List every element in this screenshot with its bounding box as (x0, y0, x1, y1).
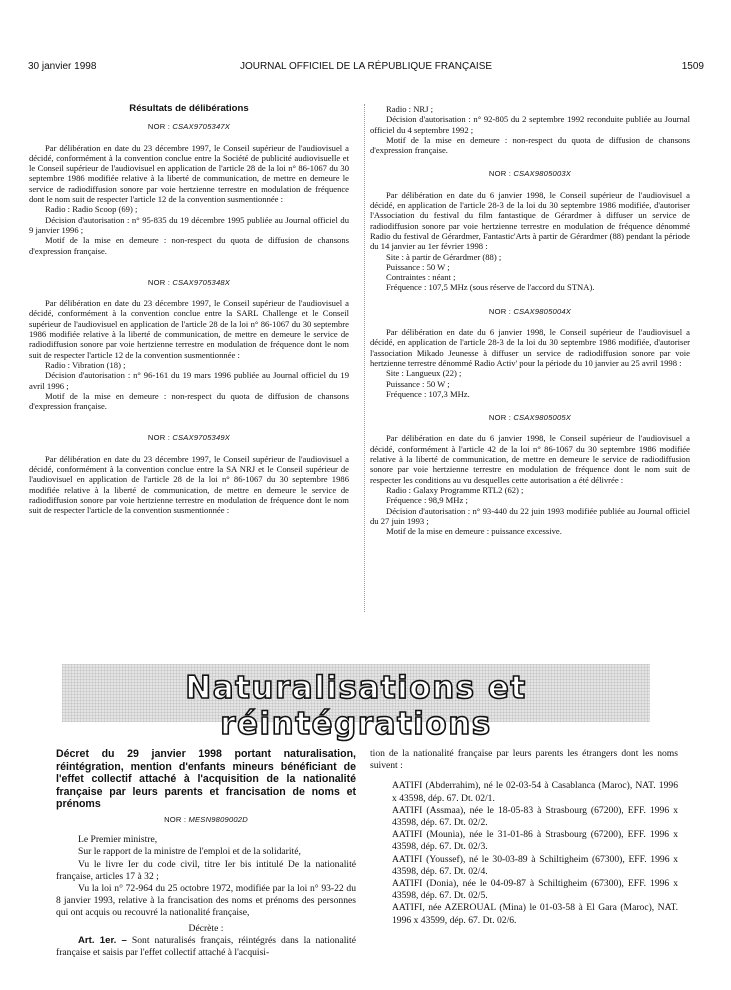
motif-line: Motif de la mise en demeure : non-respect du quota de diffusion de chansons d'expression française. (29, 390, 349, 412)
decree-line: Sur le rapport de la ministre de l'emploi et de la solidarité, (78, 846, 301, 858)
list-item: AATIFI, née AZEROUAL (Mina) le 01-03-58 à El Gara (Maroc), NAT. 1996 x 43599, dép. 67. Dt. 02/6. (392, 902, 678, 926)
list-intro: tion de la nationalité française par leurs parents les étrangers dont les noms suivent : (370, 748, 678, 772)
frequency-line: Fréquence : 98,9 MHz ; (386, 495, 468, 506)
deliberation-text: Par délibération en date du 6 janvier 1998, le Conseil supérieur de l'audiovisuel a décidé, conformément à l'article 42 de la loi n° 86-1067 du 30 septembre 1986 modifiée relative à la liberté de communication, de mettre en demeure le service de radiodiffusion sonore par voie hertzienne terrestre en modulation de fréquence dont le nom suit de respecter les conditions au vu desquelles cette autorisation a été délivrée : (370, 433, 690, 485)
decree-line: Le Premier ministre, (78, 834, 158, 846)
naturalisation-list (370, 748, 678, 927)
banner-title: Naturalisations et réintégrations (185, 670, 527, 742)
section-banner (62, 664, 650, 742)
deliberation-text: Par délibération en date du 23 décembre 1997, le Conseil supérieur de l'audiovisuel a décidé, conformément à la convention conclue entre la SA NRJ et le Conseil supérieur de l'audiovisuel en application de l'article 28 de la loi n° 86-1067 du 30 septembre 1986 modifiée relative à la liberté de communication, de mettre en demeure le service de radiodiffusion sonore par voie hertzienne terrestre en modulation de fréquence dont le nom suit de respecter l'article de la convention susmentionnée : (29, 453, 349, 516)
section-title: Résultats de délibérations (129, 103, 249, 114)
frequency-line: Fréquence : 107,5 MHz (sous réserve de l'accord du STNA). (386, 282, 595, 293)
deliberation-text: Par délibération en date du 6 janvier 1998, le Conseil supérieur de l'audiovisuel a décidé, en application de l'article 28-3 de la loi du 30 septembre 1986 modifiée, d'autoriser l'Association du festival du film fantastique de Gérardmer à diffuser un service de radiodiffusion sonore par voie hertzienne terrestre en modulation de fréquence dénommé Radio du festival de Gérardmer, Fantastic'Arts à partir de Gérardmer (88) pendant la période du 14 janvier au 1er février 1998 : (370, 189, 690, 252)
list-item: AATIFI (Mounia), née le 31-01-86 à Strasbourg (67200), EFF. 1996 x 43598, dép. 67. Dt. 02/3. (392, 829, 678, 853)
radio-line: Radio : NRJ ; (386, 104, 434, 114)
decree-line: Vu le livre Ier du code civil, titre Ier bis intitulé De la nationalité française, articles 17 à 32 ; (56, 858, 356, 882)
decree-column (56, 748, 356, 959)
header-page-number: 1509 (681, 61, 704, 72)
column-divider (364, 104, 365, 612)
motif-line: Motif de la mise en demeure : non-respect du quota de diffusion de chansons d'expression française. (29, 235, 349, 256)
header-date: 30 janvier 1998 (28, 61, 97, 72)
list-item: AATIFI (Assmaa), née le 18-05-83 à Strasbourg (67200), EFF. 1996 x 43598, dép. 67. Dt. 02/2. (392, 804, 678, 829)
list-item: AATIFI (Abderrahim), né le 02-03-54 à Casablanca (Maroc), NAT. 1996 x 43598, dép. 67. Dt. 02/1. (392, 780, 678, 804)
decree-title: Décret du 29 janvier 1998 portant naturalisation, réintégration, mention d'enfants mineurs bénéficiant de l'effet collectif attaché à l'acquisition de la nationalité française par leurs parents et francisation de noms et prénoms (56, 748, 356, 811)
site-line: Site : à partir de Gérardmer (88) ; (386, 251, 502, 262)
radio-line: Radio : Galaxy Programme RTL2 (62) ; (386, 484, 524, 495)
nor-reference: NOR : CSAX9805003X (488, 169, 572, 179)
list-item: AATIFI (Youssef), né le 30-03-89 à Schiltigheim (67300), EFF. 1996 x 43598, dép. 67. Dt. 02/4. (392, 853, 678, 877)
article-one: Art. 1er. – Sont naturalisés français, réintégrés dans la nationalité française et saisis par l'effet collectif attaché à l'acquisi- (56, 934, 356, 958)
frequency-line: Fréquence : 107,3 MHz. (386, 388, 470, 399)
decision-line: Décision d'autorisation : n° 92-805 du 2 septembre 1992 reconduite publiée au Journal officiel du 4 septembre 1992 ; (370, 114, 690, 135)
entries-container (370, 780, 678, 926)
decision-line: Décision d'autorisation : n° 93-440 du 22 juin 1993 modifiée publiée au Journal officiel du 27 juin 1993 ; (370, 505, 690, 526)
list-item: AATIFI (Donia), née le 04-09-87 à Schiltigheim (67300), EFF. 1996 x 43598, dép. 67. Dt. 02/5. (392, 878, 678, 902)
site-line: Site : Langueux (22) ; (386, 368, 462, 379)
nor-reference: NOR : CSAX9805005X (488, 413, 572, 423)
decision-line: Décision d'autorisation : n° 96-161 du 19 mars 1996 publiée au Journal officiel du 19 avril 1996 ; (29, 370, 349, 391)
deliberation-text: Par délibération en date du 23 décembre 1997, le Conseil supérieur de l'audiovisuel a décidé, conformément à la convention conclue entre la SARL Challenge et le Conseil supérieur de l'audiovisuel en application de l'article 28 de la loi n° 86-1067 du 30 septembre 1986 modifiée relative à la liberté de communication, de mettre en demeure le service de radiodiffusion sonore par voie hertzienne terrestre en modulation de fréquence dont le nom suit de respecter l'article 12 de la convention susmentionnée : (29, 298, 349, 360)
left-column (29, 104, 349, 516)
nor-reference: NOR : MESN9809002D (164, 814, 248, 824)
header-journal-title: JOURNAL OFFICIEL DE LA RÉPUBLIQUE FRANÇAISE (239, 61, 493, 72)
constraints-line: Contraintes : néant ; (386, 272, 456, 283)
deliberation-text: Par délibération en date du 6 janvier 1998, le Conseil supérieur de l'audiovisuel a décidé, en application de l'article 28-3 de la loi du 30 septembre 1986 modifiée, d'autoriser l'association Mikado Jeunesse à diffuser un service de radiodiffusion sonore par voie hertzienne terrestre dénommé Radio Activ' pour la période du 10 janvier au 25 avril 1998 : (370, 327, 690, 368)
nor-reference: NOR : CSAX9705347X (147, 122, 231, 132)
radio-line: Radio : Radio Scoop (69) ; (45, 204, 138, 215)
radio-line: Radio : Vibration (18) ; (45, 359, 126, 370)
nor-reference: NOR : CSAX9705349X (147, 433, 231, 443)
right-column (370, 104, 690, 536)
nor-reference: NOR : CSAX9705348X (147, 277, 231, 287)
nor-reference: NOR : CSAX9805004X (488, 306, 572, 316)
decision-line: Décision d'autorisation : n° 95-835 du 19 décembre 1995 publiée au Journal officiel du 9 janvier 1996 ; (29, 214, 349, 235)
decree-decrete: Décrète : (188, 922, 224, 934)
deliberation-text: Par délibération en date du 23 décembre 1997, le Conseil supérieur de l'audiovisuel a décidé, conformément à la convention conclue entre la Société de publicité audiovisuelle et le Conseil supérieur de l'audiovisuel en application de l'article 28 de la loi n° 86-1067 du 30 septembre 1986 modifiée relative à la liberté de communication, de mettre en demeure le service de radiodiffusion sonore par voie hertzienne terrestre en modulation de fréquence dont le nom suit de respecter l'article 12 de la convention susmentionnée : (29, 142, 349, 205)
power-line: Puissance : 50 W ; (386, 261, 450, 272)
decree-line: Vu la loi n° 72-964 du 25 octobre 1972, modifiée par la loi n° 93-22 du 8 janvier 1993, relative à la francisation des noms et prénoms des personnes qui ont acquis ou recouvré la nationalité française, (56, 882, 356, 919)
power-line: Puissance : 50 W ; (386, 378, 450, 389)
motif-line: Motif de la mise en demeure : non-respect du quota de diffusion de chansons d'expression française. (370, 134, 690, 156)
motif-line: Motif de la mise en demeure : puissance excessive. (386, 526, 562, 537)
